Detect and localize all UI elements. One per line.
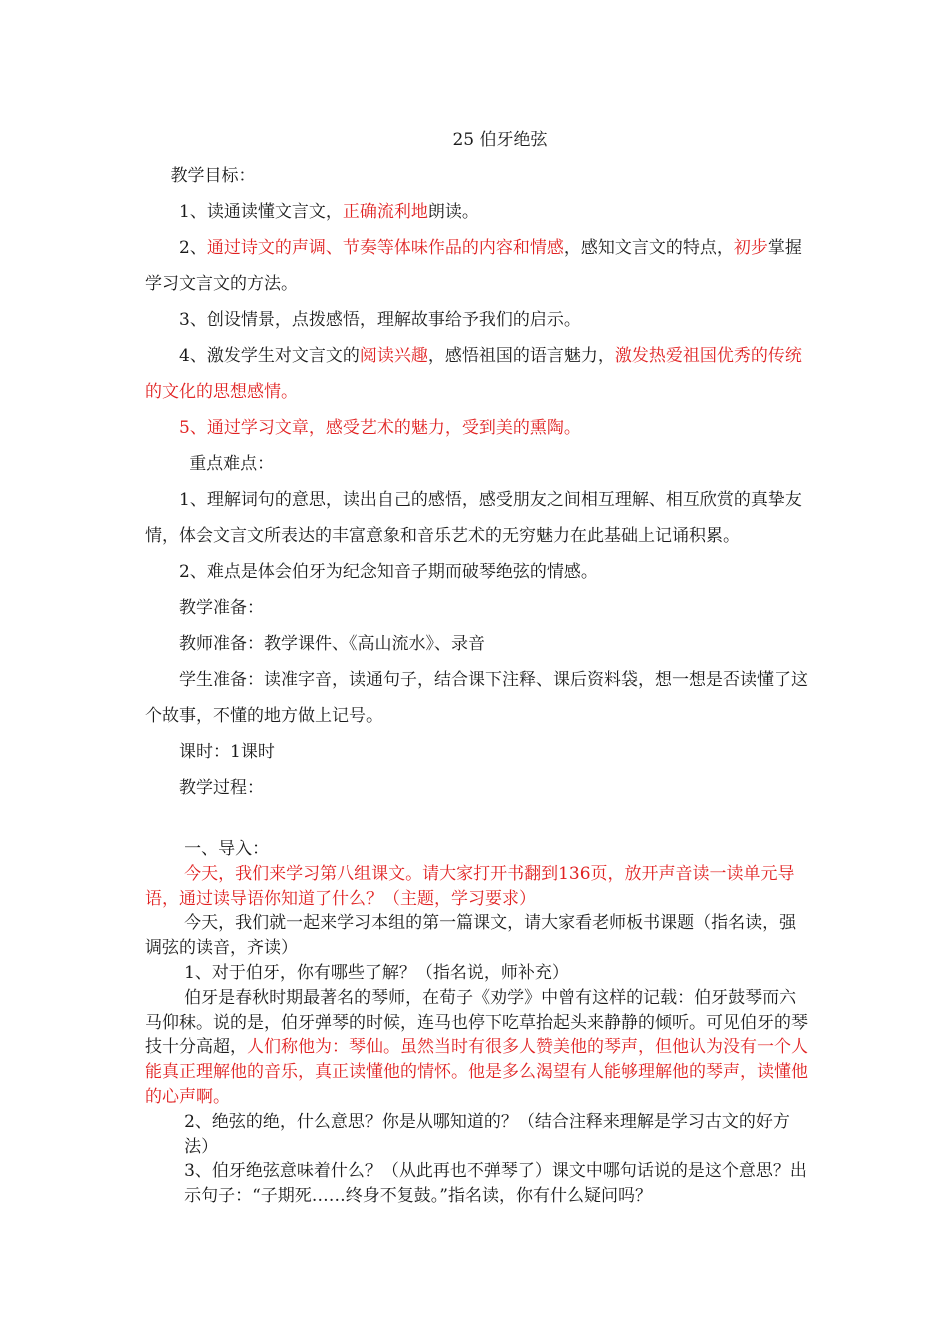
paragraph — [145, 554, 810, 590]
paragraph — [145, 911, 810, 961]
paragraph — [145, 230, 810, 302]
text-run: 今天，我们就一起来学习本组的第一篇课文，请大家看老师板书课题（指名读，强调弦的读音，齐读） — [145, 913, 797, 959]
highlighted-text: 激发热爱祖国优秀的传统的文化的思想感情。 — [145, 346, 802, 402]
teaching-plan-section — [145, 158, 810, 806]
paragraph — [145, 590, 810, 626]
paragraph — [145, 626, 810, 662]
teaching-process-section — [145, 837, 810, 1209]
paragraph — [145, 446, 810, 482]
paragraph — [145, 158, 810, 194]
text-run: 教学目标： — [170, 166, 256, 186]
highlighted-text: 正确流利地 — [342, 202, 428, 222]
text-run: 教学准备： — [179, 598, 264, 618]
document-title: 25 伯牙绝弦 — [452, 130, 548, 150]
text-run: 教学过程： — [179, 778, 264, 798]
text-run: 4、激发学生对文言文的 — [179, 346, 360, 366]
text-run: 掌握学习文言文的方法。 — [145, 238, 802, 294]
highlighted-text: 通过诗文的声调、节奏等体味作品的内容和情感 — [206, 238, 564, 258]
text-run: 3、创设情景，点拨感悟，理解故事给予我们的启示。 — [179, 310, 581, 330]
highlighted-text: 人们称他为：琴仙。虽然当时有很多人赞美他的琴声，但他认为没有一个人能真正理解他的音乐，真正读懂他的情怀。他是多么渴望有人能够理解他的琴声，读懂他的心声啊。 — [145, 1037, 808, 1107]
paragraph — [145, 986, 810, 1110]
paragraph — [145, 194, 810, 230]
paragraph — [145, 410, 810, 446]
paragraph — [145, 482, 810, 554]
text-run: ，感悟祖国的语言魅力， — [427, 346, 615, 366]
paragraph — [145, 770, 810, 806]
text-run: 伯牙是春秋时期最著名的琴师，在荀子《劝学》中曾有这样的记载：伯牙鼓琴而六马仰秣。说的是，伯牙弹琴的时候，连马也停下吃草抬起头来静静的倾听。可见伯牙的琴技十分高超， — [145, 987, 808, 1058]
text-run: 1、读通读懂文言文， — [179, 202, 343, 222]
paragraph — [145, 302, 810, 338]
paragraph — [145, 338, 810, 410]
paragraph — [145, 862, 810, 912]
text-run: 2、难点是体会伯牙为纪念知音子期而破琴绝弦的情感。 — [179, 562, 598, 582]
text-run: 重点难点： — [189, 454, 275, 474]
highlighted-text: 今天，我们来学习第八组课文。请大家打开书翻到136页，放开声音读一读单元导语，通过读导语你知道了什么？（主题，学习要求） — [145, 863, 795, 909]
paragraph — [145, 961, 810, 986]
highlighted-text: 初步 — [733, 238, 768, 258]
text-run: 一、导入： — [184, 839, 270, 859]
text-run: 1、理解词句的意思，读出自己的感悟，感受朋友之间相互理解、相互欣赏的真挚友情，体会文言文所表达的丰富意象和音乐艺术的无穷魅力在此基础上记诵积累。 — [145, 490, 802, 546]
text-run: 课时：1课时 — [179, 742, 275, 762]
paragraph — [145, 1159, 810, 1209]
text-run: 1、对于伯牙，你有哪些了解？（指名说，师补充） — [184, 962, 569, 983]
highlighted-text: 5、通过学习文章，感受艺术的魅力，受到美的熏陶。 — [179, 418, 581, 438]
text-run: 2、 — [179, 238, 207, 258]
text-run: 朗读。 — [427, 202, 479, 222]
paragraph — [145, 734, 810, 770]
text-run: 教师准备：教学课件、《高山流水》、录音 — [179, 634, 485, 654]
text-run: 2、绝弦的绝，什么意思？你是从哪知道的？（结合注释来理解是学习古文的好方法） — [184, 1111, 790, 1157]
text-run: ，感知文言文的特点， — [563, 238, 734, 258]
highlighted-text: 阅读兴趣 — [359, 346, 428, 366]
paragraph — [145, 662, 810, 734]
paragraph — [145, 1110, 810, 1160]
text-run: 3、伯牙绝弦意味着什么？（从此再也不弹琴了）课文中哪句话说的是这个意思？出示句子：“子期死……终身不复鼓。”指名读，你有什么疑问吗？ — [184, 1161, 807, 1207]
paragraph — [145, 837, 810, 862]
text-run: 学生准备：读准字音，读通句子，结合课下注释、课后资料袋，想一想是否读懂了这个故事，不懂的地方做上记号。 — [145, 670, 808, 726]
